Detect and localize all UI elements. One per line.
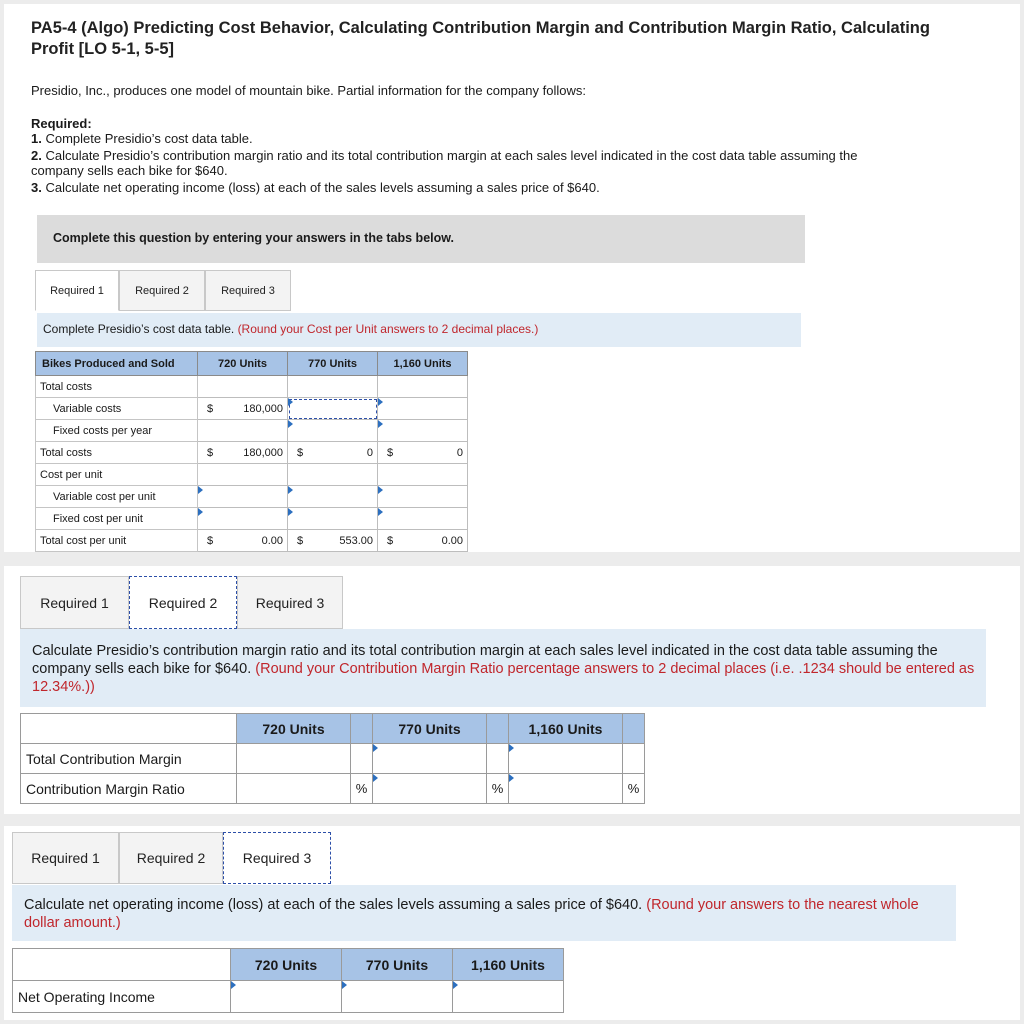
problem-title: PA5-4 (Algo) Predicting Cost Behavior, Calculating Contribution Margin and Contribution Margin Ratio, Calculating Profit [LO 5-1, 5-5] xyxy=(31,19,930,58)
cm-ratio-770-input[interactable] xyxy=(373,774,487,804)
table-row xyxy=(13,981,564,1013)
tab-required-1[interactable]: Required 1 xyxy=(35,270,119,311)
percent-symbol: % xyxy=(351,774,373,804)
total-cm-1160-input[interactable] xyxy=(509,744,623,774)
row-label-fixed-costs: Fixed costs per year xyxy=(36,420,198,442)
table-header-row xyxy=(21,714,645,744)
header-1160: 1,160 Units xyxy=(509,714,623,744)
tab-required-2[interactable]: Required 2 xyxy=(119,270,205,311)
tab-bar-1 xyxy=(35,270,291,311)
fixed-costs-1160-input[interactable] xyxy=(378,420,468,442)
variable-cpu-770-input[interactable] xyxy=(288,486,378,508)
header-720: 720 Units xyxy=(198,352,288,376)
tab-required-1[interactable]: Required 1 xyxy=(20,576,129,629)
header-770: 770 Units xyxy=(373,714,487,744)
row-label-cost-per-unit-heading: Cost per unit xyxy=(36,464,198,486)
table-row xyxy=(36,530,468,552)
fixed-costs-770-input[interactable] xyxy=(288,420,378,442)
cm-ratio-720-input[interactable] xyxy=(237,774,351,804)
tab-bar-3 xyxy=(12,832,331,884)
table-row xyxy=(36,376,468,398)
total-cm-770-input[interactable] xyxy=(373,744,487,774)
section3-instruction: Calculate net operating income (loss) at each of the sales levels assuming a sales price of $640. (Round your answers to the nearest whole dollar amount.) xyxy=(12,885,956,941)
requirement-2: 2. Calculate Presidio’s contribution margin ratio and its total contribution margin at each sales level indicated in the cost data table assuming the company sells each bike for $640. xyxy=(31,148,858,178)
table-row xyxy=(36,486,468,508)
table-row xyxy=(21,744,645,774)
header-1160: 1,160 Units xyxy=(378,352,468,376)
variable-cpu-720-input[interactable] xyxy=(198,486,288,508)
tab-bar-2 xyxy=(20,576,343,629)
row-label-total-costs-heading: Total costs xyxy=(36,376,198,398)
contribution-margin-table xyxy=(20,713,645,804)
noi-1160-input[interactable] xyxy=(453,981,564,1013)
header-bikes: Bikes Produced and Sold xyxy=(36,352,198,376)
tab-required-1[interactable]: Required 1 xyxy=(12,832,119,884)
table-row xyxy=(36,442,468,464)
requirement-3: 3. Calculate net operating income (loss) at each of the sales levels assuming a sales price of $640. xyxy=(31,180,600,195)
instruction-banner: Complete this question by entering your answers in the tabs below. xyxy=(37,215,805,263)
total-costs-770: $ 0 xyxy=(288,442,378,464)
problem-panel xyxy=(4,4,1020,552)
fixed-cpu-1160-input[interactable] xyxy=(378,508,468,530)
total-cm-720-input[interactable] xyxy=(237,744,351,774)
row-label-total-cm: Total Contribution Margin xyxy=(21,744,237,774)
tab-required-2[interactable]: Required 2 xyxy=(119,832,223,884)
header-720: 720 Units xyxy=(231,949,342,981)
table-row xyxy=(36,464,468,486)
row-label-variable-cpu: Variable cost per unit xyxy=(36,486,198,508)
variable-costs-720: $ 180,000 xyxy=(198,398,288,420)
row-label-total-costs: Total costs xyxy=(36,442,198,464)
row-label-cm-ratio: Contribution Margin Ratio xyxy=(21,774,237,804)
table-row xyxy=(36,398,468,420)
percent-symbol: % xyxy=(623,774,645,804)
table-row xyxy=(36,420,468,442)
header-1160: 1,160 Units xyxy=(453,949,564,981)
tab-required-3[interactable]: Required 3 xyxy=(237,576,343,629)
table-row xyxy=(21,774,645,804)
section1-instruction: Complete Presidio’s cost data table. (Round your Cost per Unit answers to 2 decimal places.) xyxy=(37,313,801,347)
table-header-row xyxy=(36,352,468,376)
row-label-variable-costs: Variable costs xyxy=(36,398,198,420)
table-header-row xyxy=(13,949,564,981)
header-720: 720 Units xyxy=(237,714,351,744)
problem-intro: Presidio, Inc., produces one model of mountain bike. Partial information for the company follows: xyxy=(31,83,586,98)
noi-720-input[interactable] xyxy=(231,981,342,1013)
fixed-cpu-770-input[interactable] xyxy=(288,508,378,530)
fixed-cpu-720-input[interactable] xyxy=(198,508,288,530)
noi-770-input[interactable] xyxy=(342,981,453,1013)
header-770: 770 Units xyxy=(288,352,378,376)
net-income-table xyxy=(12,948,564,1013)
variable-cpu-1160-input[interactable] xyxy=(378,486,468,508)
row-label-total-cpu: Total cost per unit xyxy=(36,530,198,552)
total-cpu-1160: $ 0.00 xyxy=(378,530,468,552)
variable-costs-1160-input[interactable] xyxy=(378,398,468,420)
required-heading: Required: xyxy=(31,116,92,131)
total-cpu-720: $ 0.00 xyxy=(198,530,288,552)
table-row xyxy=(36,508,468,530)
section2-instruction: Calculate Presidio’s contribution margin ratio and its total contribution margin at each sales level indicated in the cost data table assuming the company sells each bike for $640. (Round your Contribution Margin Ratio percentage answers to 2 decimal places (i.e. .1234 should be entered as 12.34%.)) xyxy=(20,629,986,707)
requirement-1: 1. Complete Presidio’s cost data table. xyxy=(31,131,253,146)
tab-required-2[interactable]: Required 2 xyxy=(129,576,237,629)
cm-ratio-1160-input[interactable] xyxy=(509,774,623,804)
total-costs-720: $ 180,000 xyxy=(198,442,288,464)
variable-costs-770-input[interactable] xyxy=(288,398,378,420)
row-label-fixed-cpu: Fixed cost per unit xyxy=(36,508,198,530)
tab-required-3[interactable]: Required 3 xyxy=(205,270,291,311)
cost-data-table xyxy=(35,351,468,552)
tab-required-3[interactable]: Required 3 xyxy=(223,832,331,884)
header-770: 770 Units xyxy=(342,949,453,981)
total-costs-1160: $ 0 xyxy=(378,442,468,464)
row-label-net-operating-income: Net Operating Income xyxy=(13,981,231,1013)
percent-symbol: % xyxy=(487,774,509,804)
total-cpu-770: $ 553.00 xyxy=(288,530,378,552)
